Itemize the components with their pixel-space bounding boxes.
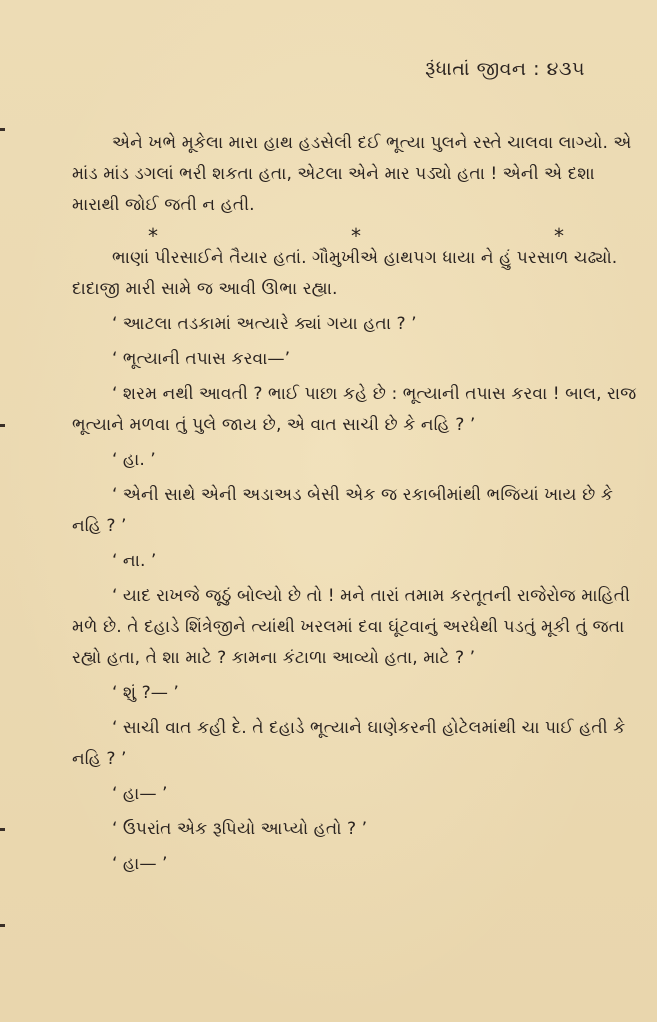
separator-star: * <box>351 224 361 248</box>
dialogue-line: ‘ ભૂત્યાની તપાસ કરવા—’ <box>112 349 291 369</box>
dialogue-line: ‘ ઉપરાંત એક રૂપિયો આપ્યો હતો ? ’ <box>112 819 368 839</box>
dialogue-line: ‘ યાદ રાખજે જૂઠું બોલ્યો છે તો ! મને તારાં તમામ કરતૂતની રાજેરોજ માહિતી મળે છે. તે દહાડે શિંત્રેજીને ત્યાંથી ખરલમાં દવા ઘૂંટવાનું અરધેથી પડતું મૂકી તું જતા રહ્યો હતા, તે શા માટે ? કામના કંટાળા આવ્યો હતા, માટે ? ’ <box>72 586 636 668</box>
paragraph: એને ખભે મૂકેલા મારા હાથ હડસેલી દઈ ભૂત્યા પુલને રસ્તે ચાલવા લાગ્યો. એ માંડ માંડ ડગલાં ભરી શકતા હતા, એટલા એને માર પડ્યો હતા ! એની એ દશા મારાથી જોઈ જતી ન હતી. <box>72 133 637 215</box>
dialogue-line: ‘ સાચી વાત કહી દે. તે દહાડે ભૂત્યાને ઘાણેકરની હોટેલમાંથી ચા પાઈ હતી કે નહિ ? ’ <box>72 718 631 769</box>
edge-mark <box>0 828 5 831</box>
separator-star: * <box>148 224 158 248</box>
dialogue-line: ‘ શું ?— ’ <box>112 683 179 703</box>
page-body <box>72 128 642 880</box>
dialogue-line: ‘ એની સાથે એની અડાઅડ બેસી એક જ રકાબીમાંથી ભજિયાં ખાય છે કે નહિ ? ’ <box>72 485 619 536</box>
dialogue-line: ‘ હા. ’ <box>112 450 156 470</box>
dialogue-line: ‘ શરમ નથી આવતી ? ભાઈ પાછા કહે છે : ભૂત્યાની તપાસ કરવા ! બાલ, રાજ ભૂત્યાને મળવા તું પુલે જાય છે, એ વાત સાચી છે કે નહિ ? ’ <box>72 384 642 435</box>
edge-mark <box>0 924 5 927</box>
dialogue-line: ‘ હા— ’ <box>112 854 168 874</box>
paragraph: ભાણાં પીરસાઈને તૈયાર હતાં. ગૌમુખીએ હાથપગ ધાયા ને હું પરસાળ ચઢ્યો. દાદાજી મારી સામે જ આવી ઊભા રહ્યા. <box>72 248 623 299</box>
dialogue-line: ‘ આટલા તડકામાં અત્યારે ક્યાં ગયા હતા ? ’ <box>112 314 417 334</box>
dialogue-line: ‘ હા— ’ <box>112 784 168 804</box>
edge-mark <box>0 128 5 131</box>
running-header: રૂંધાતાં જીવન : ૪૩૫ <box>425 58 585 80</box>
section-separator <box>72 221 638 248</box>
separator-star: * <box>554 224 564 248</box>
edge-mark <box>0 424 5 427</box>
dialogue-line: ‘ ના. ’ <box>112 551 157 571</box>
